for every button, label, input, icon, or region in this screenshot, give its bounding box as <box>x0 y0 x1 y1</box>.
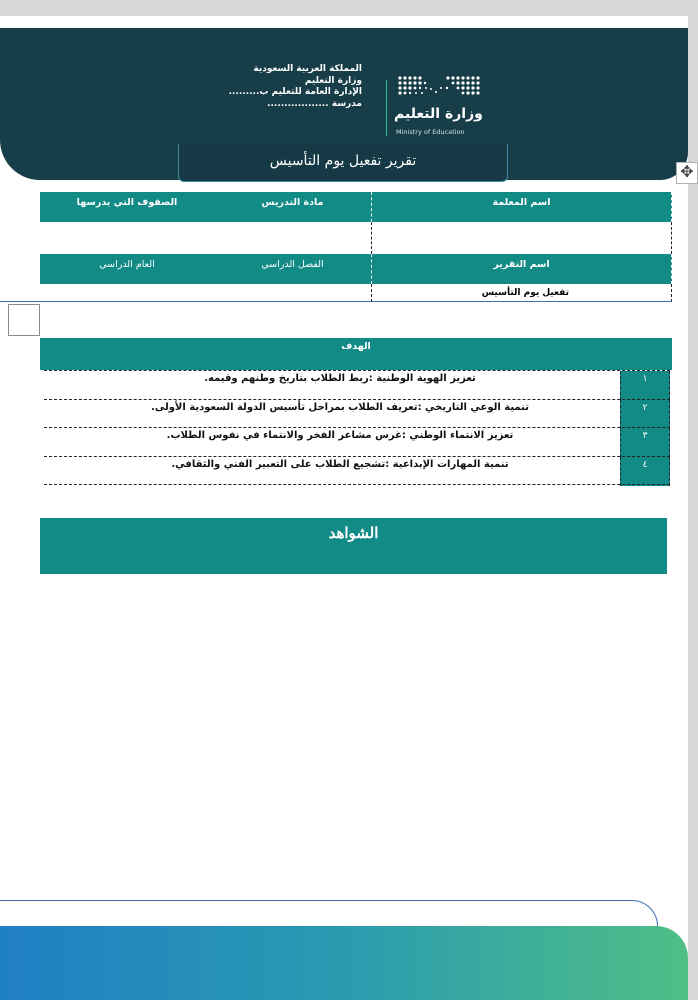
report-title: تقرير تفعيل يوم التأسيس <box>178 144 508 182</box>
header-text-block <box>150 64 362 110</box>
goal-number-3: ٣ <box>620 428 670 457</box>
academic-year-value[interactable] <box>40 284 214 302</box>
goal-number-4: ٤ <box>620 457 670 486</box>
goal-number-1: ١ <box>620 371 670 400</box>
academic-year-header: العام الدراسي <box>99 259 155 270</box>
ministry-logo <box>386 72 496 140</box>
goal-row-1 <box>44 370 670 399</box>
empty-text-box[interactable] <box>8 304 40 336</box>
report-name-value[interactable]: تفعيل يوم التأسيس <box>372 284 672 302</box>
logo-dots-icon <box>396 74 486 96</box>
document-page <box>0 16 688 1000</box>
info-header-row-2 <box>40 254 672 284</box>
header-line-kingdom: المملكة العربية السعودية <box>253 64 362 74</box>
header-line-ministry: وزارة التعليم <box>304 75 362 86</box>
subject-header: مادة التدريس <box>214 192 372 222</box>
goal-row-2 <box>44 399 670 428</box>
teacher-name-value[interactable] <box>372 222 672 254</box>
goals-bottom-border <box>44 484 670 485</box>
info-header-row-1 <box>40 192 672 222</box>
goal-text-2: تنمية الوعي التاريخي :تعريف الطلاب بمراحل تأسيس الدولة السعودية الأولى. <box>151 402 529 413</box>
subject-value[interactable] <box>214 222 372 254</box>
semester-header: الفصل الدراسي <box>214 254 372 284</box>
table-bottom-line <box>0 301 672 302</box>
goal-text-1: تعزيز الهوية الوطنية :ربط الطلاب بتاريخ وطنهم وقيمه. <box>204 373 476 384</box>
table-move-handle-icon[interactable]: ✥ <box>676 162 698 184</box>
logo-arabic-text: وزارة التعليم <box>394 106 483 122</box>
footer-banner <box>0 926 688 1000</box>
info-value-row-1 <box>40 222 672 254</box>
evidence-section-title: الشواهد <box>40 518 667 574</box>
teacher-name-header: اسم المعلمة <box>372 192 672 222</box>
logo-separator <box>386 80 387 136</box>
goal-row-3 <box>44 427 670 456</box>
grades-value[interactable] <box>40 222 214 254</box>
logo-english-text: Ministry of Education <box>396 128 465 136</box>
goals-header: الهدف <box>40 338 672 370</box>
report-name-header: اسم التقرير <box>372 254 672 284</box>
goal-row-4 <box>44 456 670 485</box>
info-value-row-2 <box>40 284 672 302</box>
goal-text-3: تعزيز الانتماء الوطني :غرس مشاعر الفخر والانتماء في نفوس الطلاب. <box>166 430 514 441</box>
goal-number-2: ٢ <box>620 400 670 429</box>
goal-text-4: تنمية المهارات الإبداعية :تشجيع الطلاب على التعبير الفني والثقافي. <box>171 459 509 470</box>
grades-header: الصفوف التي يدرسها <box>76 197 178 208</box>
header-line-school: مدرسة .................. <box>267 98 362 109</box>
semester-value[interactable] <box>214 284 372 302</box>
header-line-directorate: الإدارة العامة للتعليم ب......... <box>228 87 362 97</box>
